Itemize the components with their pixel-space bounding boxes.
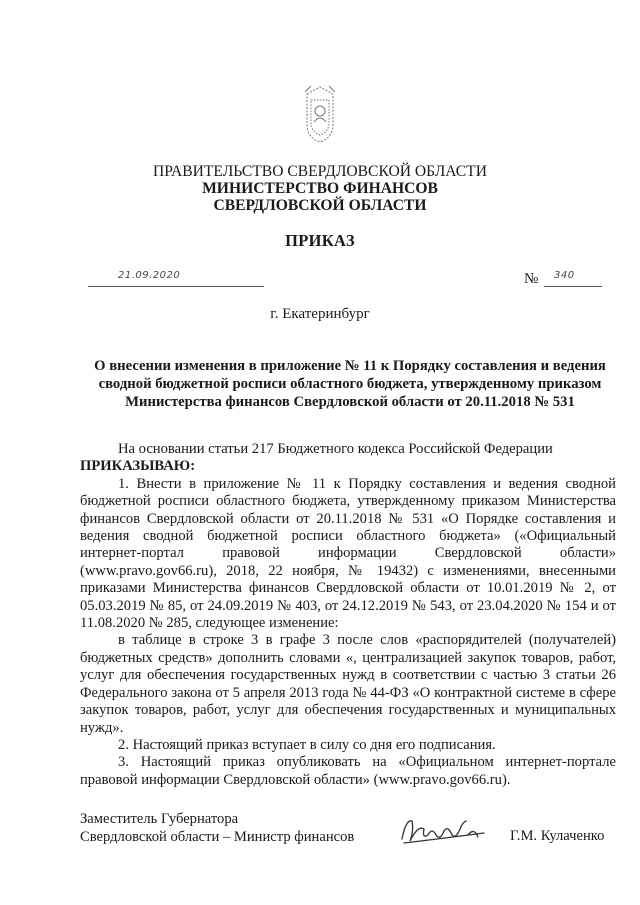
document-type: ПРИКАЗ xyxy=(285,231,355,250)
coat-of-arms-icon xyxy=(301,84,339,146)
signatory-position xyxy=(80,810,354,846)
city: г. Екатеринбург xyxy=(270,306,370,322)
number-field xyxy=(544,270,602,287)
document-subject: О внесении изменения в приложение № 11 к Порядку составления и ведения сводной бюджетной росписи областного бюджета, утвержденному приказом Министерства финансов Свердловской области от 20.11.2018 № 531 xyxy=(94,358,606,410)
item-1: 1. Внести в приложение № 11 к Порядку составления и ведения сводной бюджетной росписи областного бюджета, утвержденному приказом Министерства финансов Свердловской области от 20.11.2018 № 531 «О Порядке составления и ведения сводной бюджетной росписи областного бюджета» («Официальный интернет-портал правовой информации Свердловской области» (www.pravo.gov66.ru), 2018, 22 ноября, № 19432) с изменениями, внесенными приказами Министерства финансов Свердловской области от 10.01.2019 № 2, от 05.03.2019 № 85, от 24.09.2019 № 403, от 24.12.2019 № 543, от 23.04.2020 № 154 и от 11.08.2020 № 285, следующее изменение: xyxy=(80,475,616,632)
number-label: № xyxy=(524,271,539,287)
item-3: 3. Настоящий приказ опубликовать на «Официальном интернет-портале правовой информации Свердловской области» (www.pravo.gov66.ru). xyxy=(80,754,616,788)
ministry-name: МИНИСТЕРСТВО ФИНАНСОВ xyxy=(202,180,438,197)
ministry-region: СВЕРДЛОВСКОЙ ОБЛАСТИ xyxy=(213,197,427,214)
date-field xyxy=(88,270,264,287)
basis-paragraph: На основании статьи 217 Бюджетного кодекса Российской Федерации xyxy=(118,441,553,457)
handwritten-signature xyxy=(398,813,488,849)
order-word: ПРИКАЗЫВАЮ: xyxy=(80,458,196,475)
date-value: 21.09.2020 xyxy=(118,270,181,281)
document-body xyxy=(80,441,616,789)
government-name: ПРАВИТЕЛЬСТВО СВЕРДЛОВСКОЙ ОБЛАСТИ xyxy=(153,163,487,180)
position-line-2: Свердловской области – Министр финансов xyxy=(80,829,355,845)
position-line-1: Заместитель Губернатора xyxy=(80,811,239,827)
number-value: 340 xyxy=(554,270,575,281)
signatory-name: Г.М. Кулаченко xyxy=(510,828,605,844)
change-paragraph: в таблице в строке 3 в графе 3 после слов «распорядителей (получателей) бюджетных средств» дополнить словами «, централизацией закупок товаров, работ, услуг для обеспечения государственных нужд в соответствии с частью 3 статьи 26 Федерального закона от 5 апреля 2013 года № 44-ФЗ «О контрактной системе в сфере закупок товаров, работ, услуг для обеспечения государственных и муниципальных нужд». xyxy=(80,632,616,736)
item-2: 2. Настоящий приказ вступает в силу со дня его подписания. xyxy=(118,736,496,753)
